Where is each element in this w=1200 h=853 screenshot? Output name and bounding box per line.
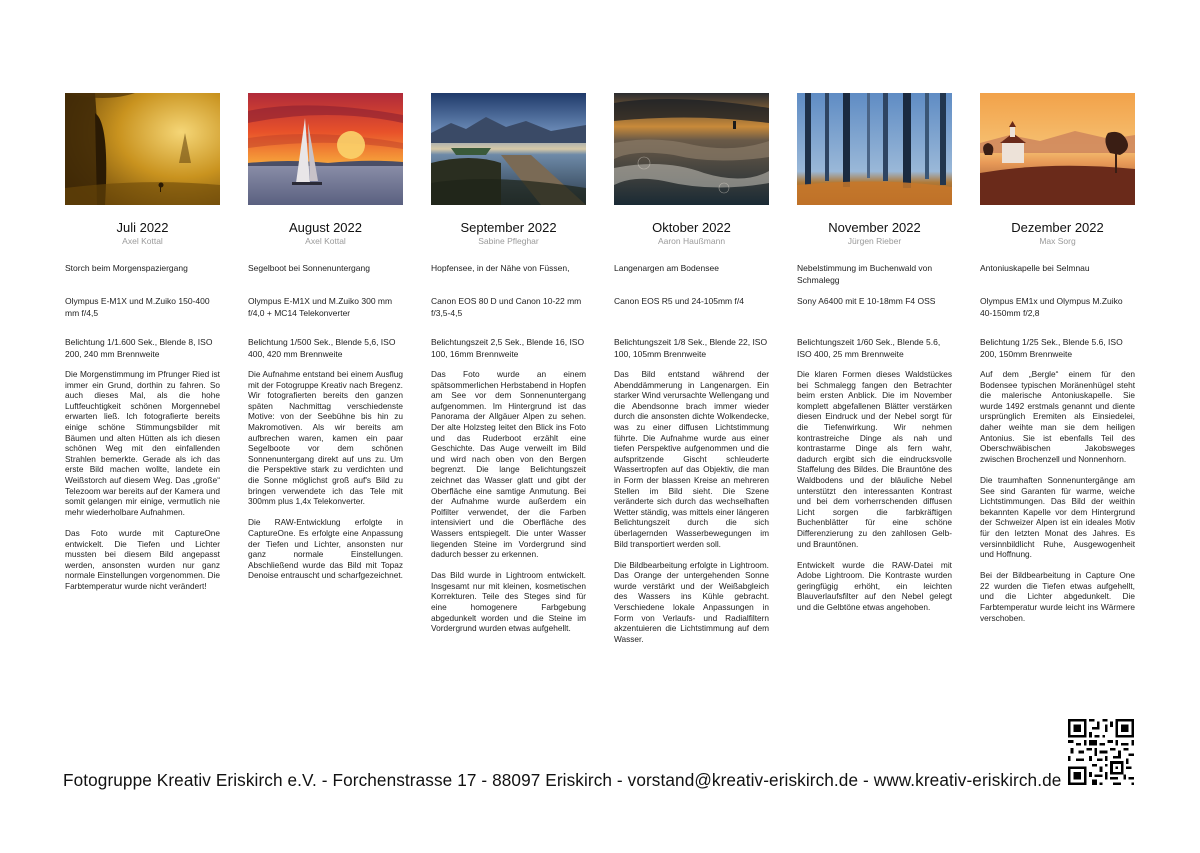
photo-title: Antoniuskapelle bei Selmnau — [980, 263, 1090, 273]
month-title: November 2022 — [828, 220, 921, 235]
month-column-july — [65, 93, 220, 591]
photo-title: Storch beim Morgenspaziergang — [65, 263, 188, 273]
exposure-info: Belichtungszeit 1/60 Sek., Blende 5.6, ISO 400, 25 mm Brennweite — [797, 337, 941, 359]
exposure-info: Belichtung 1/500 Sek., Blende 5,6, ISO 400, 420 mm Brennweite — [248, 337, 396, 359]
photo-title: Nebelstimmung im Buchenwald von Schmalegg — [797, 263, 933, 285]
camera-info: Olympus EM1x und Olympus M.Zuiko 40-150mm f/2,8 — [980, 296, 1123, 318]
description-paragraph: Die Morgenstimmung im Pfrunger Ried ist immer ein Grund, dorthin zu fahren. So auch dieses Mal, als die hohe Luftfeuchtigkeit schönen Morgennebel erwarten ließ. Ich fotografierte bereits einige schöne Stimmungsbilder mit Bäumen und alten Hütten als ich diesen schönen Weg mit den einfallenden Strahlen bemerkte. Gerade als ich das erste Bild machen wollte, landete ein Weißstorch auf diesem Weg. Das „große“ Telezoom war bereits auf der Kamera und somit gelangen mir einige, vermutlich nie mehr wiederholbare Aufnahmen. — [65, 369, 220, 517]
photo-title: Langenargen am Bodensee — [614, 263, 719, 273]
month-column-october — [614, 93, 769, 644]
description — [248, 369, 403, 591]
camera-info: Sony A6400 mit E 10-18mm F4 OSS — [797, 296, 936, 306]
description-paragraph: Die klaren Formen dieses Waldstückes bei Schmalegg fangen den Betrachter beim ersten Anblick. Die im November komplett abgefallenen Blätter verstärken diesen Eindruck und der Nebel sorgt für die Tiefenwirkung. Wir nehmen kontrastreiche Dinge als nah und kontrastarme Dinge als fern wahr, dadurch ergibt sich die eindrucksvolle Staffelung des Bildes. Die Brauntöne des Waldbodens und der bläuliche Nebel unterstützt den interessanten Kontrast und bei dem vorherrschenden diffusen Licht sorgen die farbkräftigen Buchenblätter für eine schöne Differenzierung zu den zahllosen Gelb- und Brauntönen. — [797, 369, 952, 549]
camera-info: Olympus E-M1X und M.Zuiko 150-400 mm f/4,5 — [65, 296, 210, 318]
photo-hopfensee-jetty — [431, 93, 586, 205]
photo-langenargen-image — [614, 93, 769, 205]
photo-title: Hopfensee, in der Nähe von Füssen, — [431, 263, 570, 273]
description-paragraph: Entwickelt wurde die RAW-Datei mit Adobe Lightroom. Die Kontraste wurden geringfügig erhöht, ein leichten Blauverlaufsfilter auf den Nebel gelegt und die Gelbtöne etwas angehoben. — [797, 559, 952, 613]
month-column-december — [980, 93, 1135, 623]
description — [797, 369, 952, 623]
month-column-august — [248, 93, 403, 581]
photo-title: Segelboot bei Sonnenuntergang — [248, 263, 370, 273]
description-paragraph: Das Foto wurde mit CaptureOne entwickelt. Die Tiefen und Lichter mussten bei diesem Bild angepasst werden, ansonsten wurden nur ganz normale Einstellungen vorgenommen. Die Farbtemperatur wurde nicht verändert! — [65, 527, 220, 591]
photo-stork-image — [65, 93, 220, 205]
photo-sailboat-image — [248, 93, 403, 205]
month-column-november — [797, 93, 952, 613]
description-paragraph: Das Foto wurde an einem spätsommerlichen Herbstabend in Hopfen am See vor dem Sonnenuntergang aufgenommen. Im Hintergrund ist das Panorama der Allgäuer Alpen zu sehen. Der alte Holzsteg leitet den Blick ins Foto und das Ruderboot erzählt eine Geschichte. Das Auge verweilt im Bild und wird nach oben von den Bergen begrenzt. Die lange Belichtungszeit zeichnet das Wasser glatt und gibt der Oberfläche eine samtige Anmutung. Bei der Aufnahme wurde außerdem ein Polfilter verwendet, der die Farben intensiviert und die Oberfläche des Wassers entspiegelt. Die unter Wasser liegenden Steine im Vordergrund sind dadurch besser zu erkennen. — [431, 369, 586, 560]
camera-info: Canon EOS 80 D und Canon 10-22 mm f/3,5-4,5 — [431, 296, 582, 318]
photographer-name: Axel Kottal — [122, 236, 163, 246]
photographer-name: Max Sorg — [1039, 236, 1076, 246]
description-paragraph: Bei der Bildbearbeitung in Capture One 22 wurden die Tiefen etwas aufgehellt, und die Lichter abgedunkelt. Die Farbtemperatur wurde leicht ins Wärmere verschoben. — [980, 570, 1135, 623]
photo-sailboat-sunset — [248, 93, 403, 205]
description-paragraph: Das Bild entstand während der Abenddämmerung in Langenargen. Ein starker Wind verursachte Wellengang und die Abendsonne brach immer wieder durch die ansonsten dichte Wolkendecke, was zu einer diffusen Lichtstimmung führte. Die Aufnahme wurde aus einer tiefen Perspektive aufgenommen und die aufspritzende Gischt schleuderte Wassertropfen auf das Objektiv, die man in Form der blassen Kreise an mehreren Stellen im Bild sieht. Die Szene veränderte sich durch das wechselhaften Wetter ständig, was mittels einer längeren Belichtungszeit durch die sich überlagernden Wasserbewegungen im Bild transportiert werden soll. — [614, 369, 769, 549]
month-title: September 2022 — [460, 220, 557, 235]
camera-info: Canon EOS R5 und 24-105mm f/4 — [614, 296, 744, 306]
photo-foggy-beech-forest — [797, 93, 952, 205]
description-paragraph: Die Aufnahme entstand bei einem Ausflug mit der Fotogruppe Kreativ nach Bregenz. Wir fotografierten bereits den ganzen späten Nachmittag verschiedenste Motive: von der Seebühne bis hin zu Makromotiven. Als wir bereits am aufbrechen waren, kamen ein paar Segelboote vor dem schönen Sonnenuntergang direkt auf uns zu. Um die Perspektive stark zu verdichten und die Sonne möglichst groß auf's Bild zu bringen verwendete ich das Tele mit 300mm plus 1,4x Telekonverter. — [248, 369, 403, 507]
photographer-name: Jürgen Rieber — [847, 236, 902, 246]
exposure-info: Belichtungszeit 1/8 Sek., Blende 22, ISO 100, 105mm Brennweite — [614, 337, 768, 359]
month-title: August 2022 — [288, 220, 362, 235]
description-paragraph: Die Bildbearbeitung erfolgte in Lightroom. Das Orange der untergehenden Sonne wurde verstärkt und der Weißabgleich des Wassers ins Kühle gebracht. Verschiedene lokale Anpassungen in Form von Verlaufs- und Radialfiltern akzentuieren die Lichtstimmung auf dem Wasser. — [614, 559, 769, 644]
photo-stork-foggy-meadow — [65, 93, 220, 205]
month-title: Juli 2022 — [116, 220, 169, 235]
photo-langenargen-waves — [614, 93, 769, 205]
photographer-name: Axel Kottal — [305, 236, 346, 246]
photographer-name: Sabine Pfleghar — [478, 236, 539, 246]
description — [65, 369, 220, 602]
photo-antonius-chapel — [980, 93, 1135, 205]
exposure-info: Belichtung 1/1.600 Sek., Blende 8, ISO 200, 240 mm Brennweite — [65, 337, 213, 359]
month-title: Dezember 2022 — [1011, 220, 1104, 235]
description — [980, 369, 1135, 634]
exposure-info: Belichtungszeit 2,5 Sek., Blende 16, ISO 100, 16mm Brennweite — [431, 337, 585, 359]
description-paragraph: Das Bild wurde in Lightroom entwickelt. Insgesamt nur mit kleinen, kosmetischen Korrekturen. Teile des Steges sind für eine homogenere Farbgebung abgedunkelt worden und die Steine im Vordergrund wurden etwas aufgehellt. — [431, 570, 586, 634]
description-paragraph: Auf dem „Bergle“ einem für den Bodensee typischen Moränenhügel steht die malerische Antoniuskapelle. Sie wurde 1492 erstmals genannt und diente ursprünglich Eremiten als Einsiedelei, daher weihte man sie dem heiligen Antonius. Sie ist ebenfalls Teil des Oberschwäbischen Jakobsweges zwischen Brochenzell und Nonnenhorn. — [980, 369, 1135, 464]
footer-address: Fotogruppe Kreativ Eriskirch e.V. - Forchenstrasse 17 - 88097 Eriskirch - vorstand@kreativ-eriskirch.de - www.kreativ-eriskirch.de — [63, 770, 1062, 790]
photo-chapel-image — [980, 93, 1135, 205]
qr-code-graphic — [1068, 719, 1134, 785]
photo-hopfensee-image — [431, 93, 586, 205]
description — [614, 369, 769, 655]
description — [431, 369, 586, 644]
exposure-info: Belichtung 1/25 Sek., Blende 5.6, ISO 200, 150mm Brennweite — [980, 337, 1123, 359]
photographer-name: Aaron Haußmann — [657, 236, 726, 246]
photo-forest-image — [797, 93, 952, 205]
camera-info: Olympus E-M1X und M.Zuiko 300 mm f/4,0 + MC14 Telekonverter — [248, 296, 393, 318]
qr-code-icon[interactable] — [1068, 719, 1134, 785]
description-paragraph: Die RAW-Entwicklung erfolgte in CaptureOne. Es erfolgte eine Anpassung der Tiefen und Lichter, ansonsten nur ganz normale Einstellungen. Abschließend wurde das Bild mit Topaz Denoise entrauscht und scharfgezeichnet. — [248, 517, 403, 581]
month-column-september — [431, 93, 586, 634]
month-title: Oktober 2022 — [652, 220, 731, 235]
description-paragraph: Die traumhaften Sonnenuntergänge am See sind Garanten für warme, weiche Lichtstimmungen. Das Bild der weithin bekannten Kapelle vor dem Hintergrund der Schweizer Alpen ist ein ideales Motiv für den letzten Monat des Jahres. Es versinnbildlicht Ruhe, Ausgewogenheit und Hoffnung. — [980, 474, 1135, 560]
